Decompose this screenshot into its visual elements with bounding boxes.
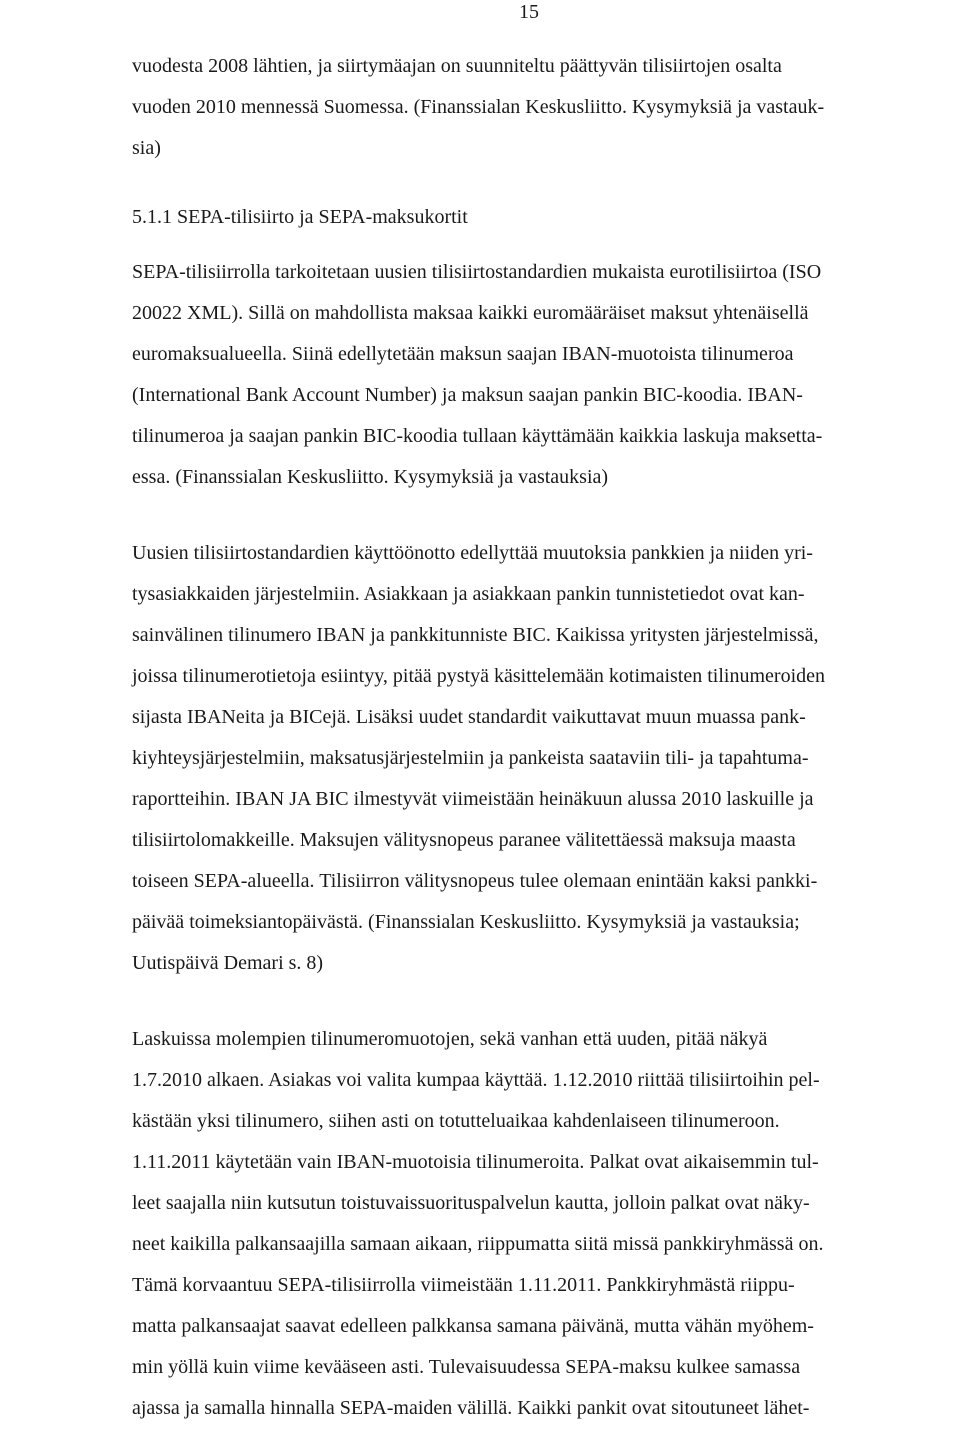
text-line: tysasiakkaiden järjestelmiin. Asiakkaan ja asiakkaan pankin tunnistetiedot ovat kan- [132,583,805,605]
text-line: vuoden 2010 mennessä Suomessa. (Finanssialan Keskusliitto. Kysymyksiä ja vastauk- [132,96,825,118]
text-line: vuodesta 2008 lähtien, ja siirtymäajan on suunniteltu päättyvän tilisiirtojen osalta [132,55,782,77]
text-line: neet kaikilla palkansaajilla samaan aikaan, riippumatta siitä missä pankkiryhmässä on. [132,1233,824,1255]
text-line: leet saajalla niin kutsutun toistuvaissuorituspalvelun kautta, jolloin palkat ovat näky- [132,1192,810,1214]
section-heading-text: 5.1.1 SEPA-tilisiirto ja SEPA-maksukortit [132,206,468,228]
page-number: 15 [519,1,539,23]
paragraph-account-formats [132,1019,960,1429]
text-line: sainvälinen tilinumero IBAN ja pankkitunniste BIC. Kaikissa yritysten järjestelmissä, [132,624,819,646]
text-line: tilinumeroa ja saajan pankin BIC-koodia tullaan käyttämään kaikkia laskuja maksetta- [132,425,823,447]
text-line: Uutispäivä Demari s. 8) [132,952,324,974]
text-line: min yöllä kuin viime kevääseen asti. Tulevaisuudessa SEPA-maksu kulkee samassa [132,1356,801,1378]
text-line: 1.7.2010 alkaen. Asiakas voi valita kumpaa käyttää. 1.12.2010 riittää tilisiirtoihin pel- [132,1069,820,1091]
text-line: tilisiirtolomakkeille. Maksujen välitysnopeus paranee välitettäessä maksuja maasta [132,829,796,851]
text-line: essa. (Finanssialan Keskusliitto. Kysymyksiä ja vastauksia) [132,466,609,488]
text-line: toiseen SEPA-alueella. Tilisiirron välitysnopeus tulee olemaan enintään kaksi pankki- [132,870,818,892]
text-line: kiyhteysjärjestelmiin, maksatusjärjestelmiin ja pankeista saataviin tili- ja tapahtuma- [132,747,809,769]
section-heading [132,197,960,238]
text-line: 20022 XML). Sillä on mahdollista maksaa kaikki euromääräiset maksut yhtenäisellä [132,302,809,324]
text-line: 1.11.2011 käytetään vain IBAN-muotoisia tilinumeroita. Palkat ovat aikaisemmin tul- [132,1151,819,1173]
paragraph-sepa-definition [132,252,960,498]
text-line: sia) [132,137,161,159]
text-line: (International Bank Account Number) ja maksun saajan pankin BIC-koodia. IBAN- [132,384,803,406]
text-line: SEPA-tilisiirrolla tarkoitetaan uusien tilisiirtostandardien mukaista eurotilisiirtoa (ISO [132,261,822,283]
text-line: Uusien tilisiirtostandardien käyttöönotto edellyttää muutoksia pankkien ja niiden yri- [132,542,813,564]
text-line: päivää toimeksiantopäivästä. (Finanssialan Keskusliitto. Kysymyksiä ja vastauksia; [132,911,800,933]
text-line: euromaksualueella. Siinä edellytetään maksun saajan IBAN-muotoista tilinumeroa [132,343,794,365]
paragraph-standards-adoption [132,533,960,984]
text-line: ajassa ja samalla hinnalla SEPA-maiden välillä. Kaikki pankit ovat sitoutuneet lähet- [132,1397,810,1419]
text-line: Laskuissa molempien tilinumeromuotojen, sekä vanhan että uuden, pitää näkyä [132,1028,768,1050]
intro-paragraph [132,46,960,169]
text-line: joissa tilinumerotietoja esiintyy, pitää pystyä käsittelemään kotimaisten tilinumeroiden [132,665,825,687]
text-line: sijasta IBANeita ja BICejä. Lisäksi uudet standardit vaikuttavat muun muassa pank- [132,706,806,728]
document-body [132,46,960,1429]
text-line: Tämä korvaantuu SEPA-tilisiirrolla viimeistään 1.11.2011. Pankkiryhmästä riippu- [132,1274,795,1296]
text-line: raportteihin. IBAN JA BIC ilmestyvät viimeistään heinäkuun alussa 2010 laskuille ja [132,788,814,810]
text-line: kästään yksi tilinumero, siihen asti on totutteluaikaa kahdenlaiseen tilinumeroon. [132,1110,780,1132]
text-line: matta palkansaajat saavat edelleen palkkansa samana päivänä, mutta vähän myöhem- [132,1315,814,1337]
